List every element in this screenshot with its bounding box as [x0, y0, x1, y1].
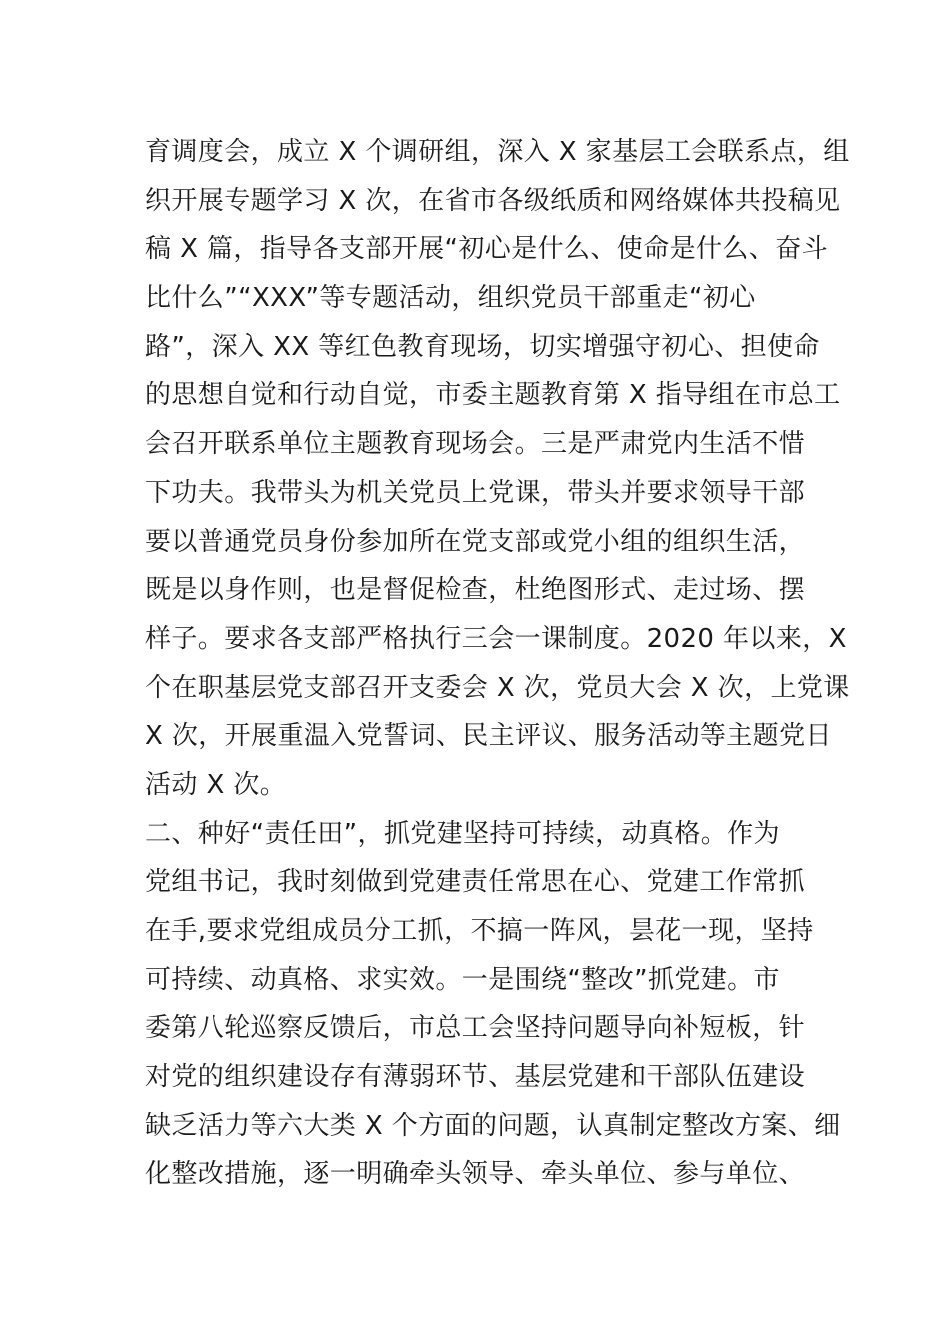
- text-line: 委第八轮巡察反馈后，市总工会坚持问题导向补短板，针: [145, 1013, 806, 1044]
- text-line: 比什么”“XXX”等专题活动，组织党员干部重走“初心: [145, 283, 756, 314]
- text-line: 既是以身作则，也是督促检查，杜绝图形式、走过场、摆: [145, 575, 806, 606]
- text-line: 化整改措施，逐一明确牵头领导、牵头单位、参与单位、: [145, 1159, 806, 1190]
- text-line: 在手,要求党组成员分工抓，不搞一阵风，昙花一现，坚持: [145, 916, 814, 946]
- text-line: 织开展专题学习 X 次，在省市各级纸质和网络媒体共投稿见: [145, 185, 841, 216]
- text-line: 的思想自觉和行动自觉，市委主题教育第 X 指导组在市总工: [145, 380, 841, 411]
- text-line: 可持续、动真格、求实效。一是围绕“整改”抓党建。市: [145, 964, 780, 995]
- text-line: 稿 X 篇，指导各支部开展“初心是什么、使命是什么、奋斗: [145, 234, 829, 265]
- text-line: 育调度会，成立 X 个调研组，深入 X 家基层工会联系点，组: [145, 137, 850, 167]
- text-line: 要以普通党员身份参加所在党支部或党小组的组织生活，: [145, 526, 806, 557]
- text-line: X 次，开展重温入党誓词、民主评议、服务活动等主题党日: [145, 721, 832, 752]
- text-line: 对党的组织建设存有薄弱环节、基层党建和干部队伍建设: [145, 1062, 806, 1093]
- text-line: 缺乏活力等六大类 X 个方面的问题，认真制定整改方案、细: [145, 1110, 841, 1141]
- text-line: 个在职基层党支部召开支委会 X 次，党员大会 X 次，上党课: [145, 672, 850, 703]
- text-line: 下功夫。我带头为机关党员上党课，带头并要求领导干部: [145, 477, 806, 508]
- text-line: 会召开联系单位主题教育现场会。三是严肃党内生活不惜: [145, 429, 806, 460]
- text-line: 党组书记，我时刻做到党建责任常思在心、党建工作常抓: [145, 867, 806, 898]
- text-line: 路”，深入 XX 等红色教育现场，切实增强守初心、担使命: [145, 331, 820, 362]
- body-text: [145, 128, 850, 1199]
- text-line: 活动 X 次。: [145, 769, 287, 800]
- text-line: 样子。要求各支部严格执行三会一课制度。2020 年以来，X: [145, 623, 847, 654]
- section-heading-line: 二、种好“责任田”，抓党建坚持可持续，动真格。作为: [145, 818, 780, 849]
